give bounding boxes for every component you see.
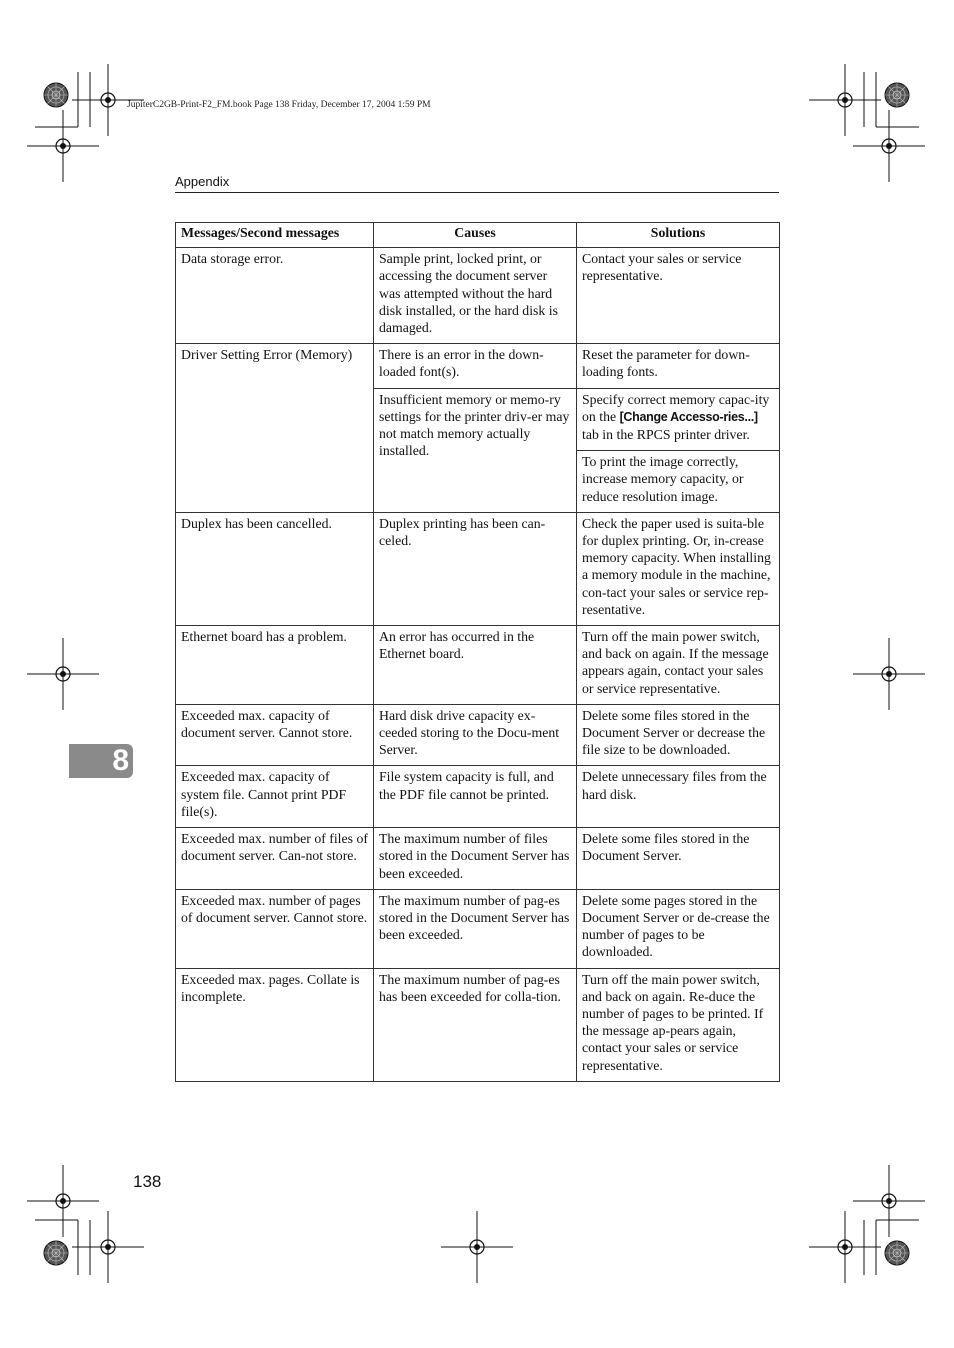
table-row [176,766,780,828]
col-header-causes: Causes [374,223,577,248]
solution-cell: To print the image correctly, increase memory capacity, or reduce resolution image. [577,451,780,513]
solution-cell: Reset the parameter for down-loading fonts. [577,344,780,388]
solution-cell: Contact your sales or service representative. [577,248,780,344]
solution-cell: Check the paper used is suita-ble for duplex printing. Or, in-crease memory capacity. When installing a memory module in the machine, con-tact your sales or service rep-resentative. [577,512,780,625]
solution-text: Specify correct memory capac-ity on the [582,391,770,424]
chapter-tab: 8 [69,744,133,778]
message-cell: Exceeded max. pages. Collate is incomplete. [176,968,374,1081]
solution-cell: Turn off the main power switch, and back on again. Re-duce the number of pages to be printed. If the message ap-pears again, contact your sales or service representative. [577,968,780,1081]
message-cell: Exceeded max. capacity of document server. Cannot store. [176,704,374,766]
cause-cell: The maximum number of files stored in the Document Server has been exceeded. [374,828,577,890]
cause-cell: Hard disk drive capacity ex-ceeded storing to the Docu-ment Server. [374,704,577,766]
cause-cell: File system capacity is full, and the PDF file cannot be printed. [374,766,577,828]
table-row [176,248,780,344]
table-row [176,968,780,1081]
table-row [176,889,780,968]
error-messages-table [175,222,780,1082]
solution-cell [577,388,780,451]
header-rule [175,192,779,193]
table-row [176,704,780,766]
message-cell: Exceeded max. capacity of system file. Cannot print PDF file(s). [176,766,374,828]
solution-cell: Delete some files stored in the Document Server or decrease the file size to be downloaded. [577,704,780,766]
change-accessories-tab-reference: [Change Accesso-ries...] [619,409,758,424]
message-cell: Ethernet board has a problem. [176,626,374,705]
cause-cell: The maximum number of pag-es has been exceeded for colla-tion. [374,968,577,1081]
solution-text: tab in the RPCS printer driver. [582,427,750,443]
table-row [176,828,780,890]
book-file-info: JupiterC2GB-Print-F2_FM.book Page 138 Friday, December 17, 2004 1:59 PM [127,100,431,110]
solution-cell: Turn off the main power switch, and back on again. If the message appears again, contact your sales or service representative. [577,626,780,705]
cause-cell: The maximum number of pag-es stored in the Document Server has been exceeded. [374,889,577,968]
table-row [176,512,780,625]
cause-cell: Sample print, locked print, or accessing the document server was attempted without the hard disk installed, or the hard disk is damaged. [374,248,577,344]
message-cell: Data storage error. [176,248,374,344]
solution-cell: Delete unnecessary files from the hard disk. [577,766,780,828]
col-header-messages: Messages/Second messages [176,223,374,248]
solution-cell: Delete some files stored in the Document Server. [577,828,780,890]
cause-cell: An error has occurred in the Ethernet board. [374,626,577,705]
message-cell: Duplex has been cancelled. [176,512,374,625]
section-title: Appendix [175,174,230,189]
cause-cell: There is an error in the down-loaded font(s). [374,344,577,388]
cause-cell: Duplex printing has been can-celed. [374,512,577,625]
solution-cell: Delete some pages stored in the Document Server or de-crease the number of pages to be downloaded. [577,889,780,968]
table-header-row [176,223,780,248]
message-cell: Exceeded max. number of pages of document server. Cannot store. [176,889,374,968]
message-cell: Exceeded max. number of files of document server. Can-not store. [176,828,374,890]
message-cell: Driver Setting Error (Memory) [176,344,374,513]
page-number: 138 [133,1172,162,1191]
table-row [176,626,780,705]
cause-cell: Insufficient memory or memo-ry settings for the printer driv-er may not match memory actually installed. [374,388,577,512]
table-row [176,344,780,388]
col-header-solutions: Solutions [577,223,780,248]
